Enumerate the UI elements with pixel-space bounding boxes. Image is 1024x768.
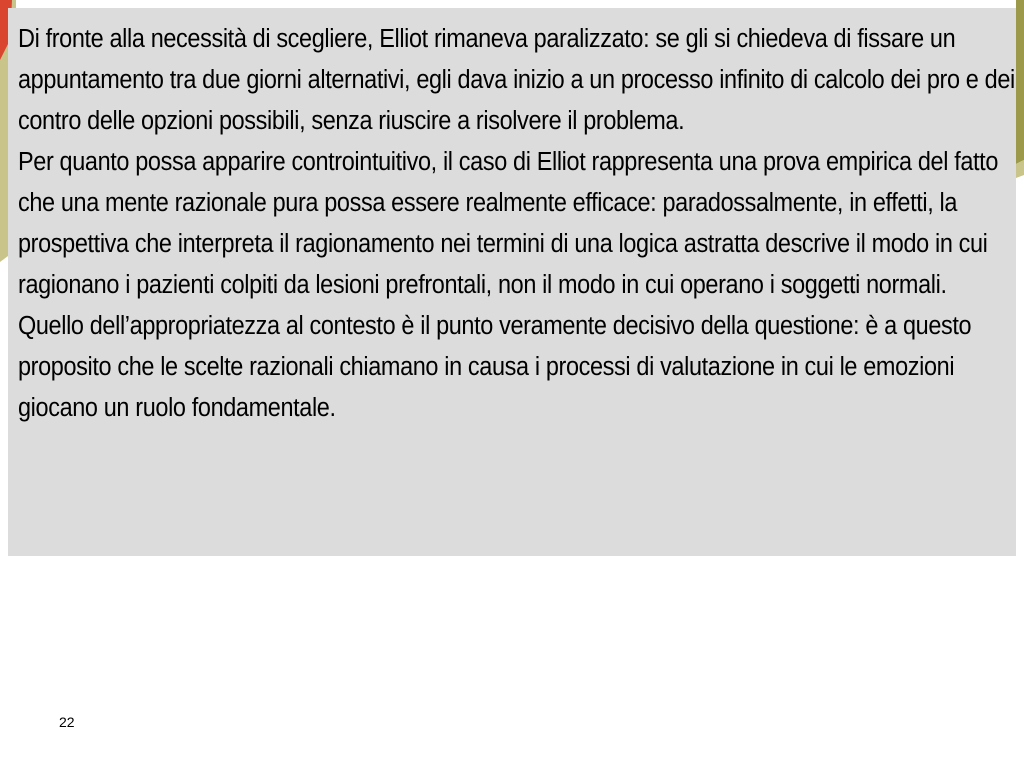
- paragraph-elliot-paralysis: Di fronte alla necessità di scegliere, Elliot rimaneva paralizzato: se gli si chiedeva di fissare un appuntamento tra due giorni alternativi, egli dava inizio a un processo infinito di calcolo dei pro e dei contro delle opzioni possibili, senza riuscire a risolvere il problema.: [18, 25, 1015, 135]
- paragraph-rational-mind: Per quanto possa apparire controintuitivo, il caso di Elliot rappresenta una prova empirica del fatto che una mente razionale pura possa essere realmente efficace: paradossalmente, in effetti, la prospettiva che interpreta il ragionamento nei termini di una logica astratta descrive il modo in cui ragionano i pazienti colpiti da lesioni prefrontali, non il modo in cui operano i soggetti normali.: [18, 148, 999, 299]
- page-number: 22: [59, 714, 75, 730]
- paragraph-context-appropriateness: Quello dell’appropriatezza al contesto è il punto veramente decisivo della questione: è a questo proposito che le scelte razionali chiamano in causa i processi di valutazione in cui le emozioni giocano un ruolo fondamentale.: [18, 312, 972, 422]
- slide-text-box: [8, 8, 1016, 556]
- right-olive-band: [1016, 0, 1024, 164]
